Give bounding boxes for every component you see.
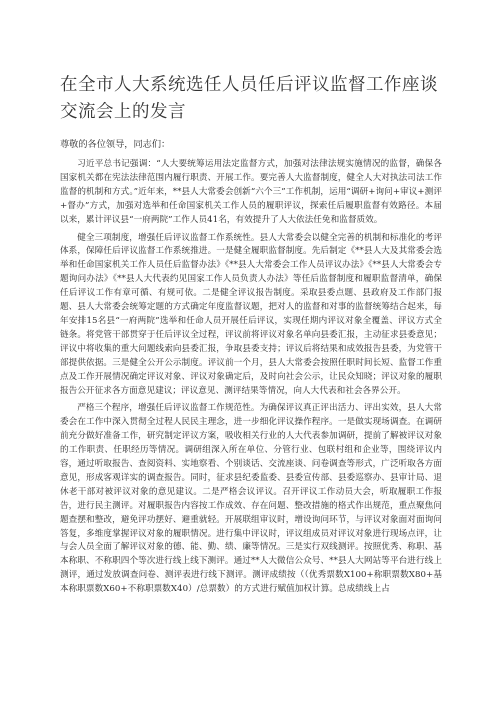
salutation: 尊敬的各位领导，同志们：	[60, 139, 171, 150]
paragraph-1: 习近平总书记强调：“人大要统筹运用法定监督方式，加强对法律法规实施情况的监督，确保各国家机关都在宪法法律范围内履行职责、开展工作。要完善人大监督制度，健全人大对执法司法工作监督的机制和方式。”近年来，**县人大常委会创新“六个三”工作机制，运用“调研+询问+审议+测评+督办”方式，加强对选举和任命国家机关工作人员的履职评议，探索任后履职监督有效路径。本届以来，累计评议县“一府两院”工作人员41名，有效提升了人大依法任免和监督质效。	[60, 159, 442, 225]
document-title: 在全市人大系统选任人员任后评议监督工作座谈交流会上的发言	[60, 75, 438, 122]
paragraph-2: 健全三项制度，增强任后评议监督工作系统性。县人大常委会以健全完善的机制和标准化的考评体系，保障任后评议监督工作系统推进。一是健全履职监督制度。先后制定《**县人大及其常委会选举和任命国家机关工作人员任后监督办法》《**县人大常委会工作人员评议办法》《**县人大常委会专题询问办法》《**县人大代表约见国家工作人员负责人办法》等任后监督制度和履职监督清单，确保任后评议工作有章可循、有规可依。二是健全评议报告制度。采取县委点题、县政府及工作部门报题、县人大常委会统筹定题的方式确定年度监督议题，把对人的监督和对事的监督统筹结合起来，每年安排15名县“一府两院”选举和任命人员开展任后评议，实现任期内评议对象全覆盖、评议方式全链条。将党管干部贯穿于任后评议全过程，评议前将评议对象名单向县委汇报，主动征求县委意见；评议中将收集的重大问题线索向县委汇报，争取县委支持；评议后将结果和成效报告县委，为党管干部提供依据。三是健全公开公示制度。评议前一个月，县人大常委会按照任职时间长短、监督工作重点及工作开展情况确定评议对象、评议对象确定后，及时向社会公示，让民众知晓；评议对象的履职报告公开征求各方面意见建议；评议意见、测评结果等情况，向人大代表和社会各界公开。	[60, 232, 442, 396]
paragraph-3: 严格三个程序，增强任后评议监督工作规范性。为确保评议真正评出活力、评出实效，县人大常委会在工作中深入贯彻全过程人民民主理念，进一步细化评议操作程序。一是做实现场调查。在调研前充分做好准备工作，研究制定评议方案，吸收相关行业的人大代表参加调研，提前了解被评议对象的工作职责、任职经历等情况。调研组深入所在单位、分管行业、包联村组和企业等，围绕评议内容，通过听取报告、查阅资料、实地察看、个别谈话、交流座谈、问卷调查等形式，广泛听取各方面意见，形成客观详实的调查报告。同时，征求县纪委监委、县委宣传部、县委巡察办、县审计局、退休老干部对被评议对象的意见建议。二是严格会议评议。召开评议工作动员大会，听取履职工作报告，进行民主测评。对履职报告内容按工作成效、存在问题、整改措施的格式作出规范，重点聚焦问题查摆和整改，避免评功摆好、避重就轻。开展联组审议时，增设询问环节，与评议对象面对面询问答复，多维度掌握评议对象的履职情况。进行集中评议时，评议组成员对评议对象进行现场点评，让与会人员全面了解评议对象的德、能、勤、绩、廉等情况。三是实行双线测评。按照优秀、称职、基本称职、不称职四个等次进行线上线下测评。通过**人大微信公众号、**县人大网站等平台进行线上测评，通过发放调查问卷、测评表进行线下测评。测评成绩按（（优秀票数X100+称职票数X80+基本称职票数X60+不称职票数X40）/总票数）的方式进行赋值加权计算。总成绩线上占	[60, 403, 442, 595]
